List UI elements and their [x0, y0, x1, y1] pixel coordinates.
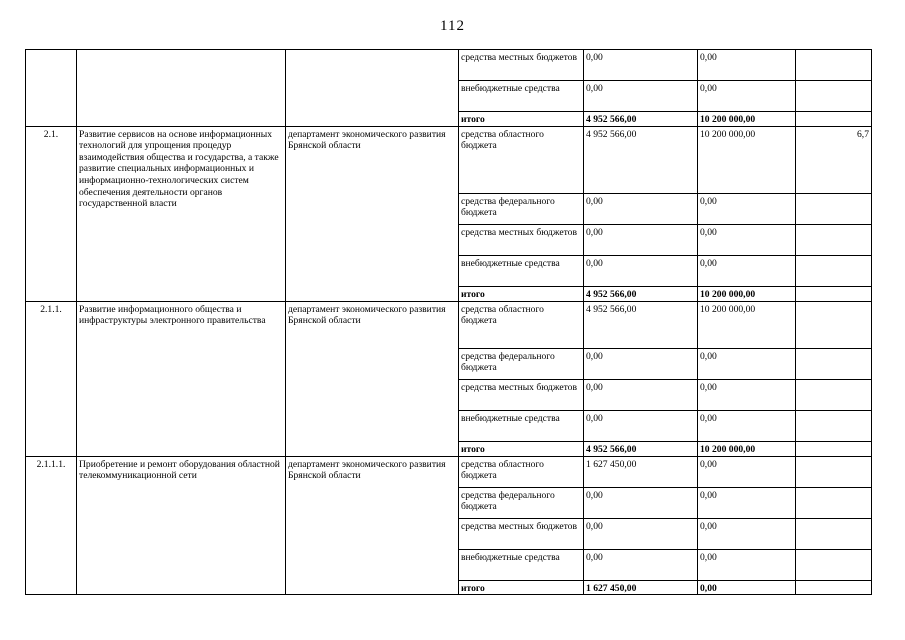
funding-source: средства федерального бюджета: [459, 348, 584, 379]
item-number: 2.1.: [26, 126, 77, 301]
percent-cell: [796, 301, 872, 348]
percent-cell: [796, 193, 872, 224]
table-row: [26, 301, 872, 348]
amount-col-1: 0,00: [584, 193, 698, 224]
funding-source: внебюджетные средства: [459, 410, 584, 441]
item-number: 2.1.1.: [26, 301, 77, 456]
funding-source: внебюджетные средства: [459, 255, 584, 286]
amount-col-1: 0,00: [584, 518, 698, 549]
amount-col-1: 0,00: [584, 255, 698, 286]
funding-source: средства местных бюджетов: [459, 224, 584, 255]
percent-cell: [796, 487, 872, 518]
funding-source: средства областного бюджета: [459, 301, 584, 348]
item-number: [26, 50, 77, 127]
amount-col-2: 0,00: [698, 549, 796, 580]
percent-cell: 6,7: [796, 126, 872, 193]
amount-col-1: 4 952 566,00: [584, 286, 698, 301]
percent-cell: [796, 518, 872, 549]
percent-cell: [796, 81, 872, 112]
funding-source: итого: [459, 580, 584, 595]
funding-source: итого: [459, 441, 584, 456]
amount-col-2: 10 200 000,00: [698, 286, 796, 301]
amount-col-2: 0,00: [698, 518, 796, 549]
percent-cell: [796, 348, 872, 379]
amount-col-1: 0,00: [584, 81, 698, 112]
item-name: Приобретение и ремонт оборудования областной телекоммуникационной сети: [77, 456, 286, 595]
amount-col-2: 0,00: [698, 410, 796, 441]
amount-col-2: 10 200 000,00: [698, 301, 796, 348]
amount-col-2: 10 200 000,00: [698, 126, 796, 193]
percent-cell: [796, 255, 872, 286]
percent-cell: [796, 580, 872, 595]
amount-col-2: 0,00: [698, 580, 796, 595]
funding-source: внебюджетные средства: [459, 81, 584, 112]
percent-cell: [796, 410, 872, 441]
percent-cell: [796, 50, 872, 81]
funding-source: средства областного бюджета: [459, 456, 584, 487]
funding-source: итого: [459, 112, 584, 127]
percent-cell: [796, 224, 872, 255]
amount-col-2: 0,00: [698, 379, 796, 410]
item-executor: [286, 50, 459, 127]
amount-col-1: 0,00: [584, 224, 698, 255]
funding-source: средства местных бюджетов: [459, 379, 584, 410]
funding-source: средства федерального бюджета: [459, 487, 584, 518]
amount-col-2: 0,00: [698, 193, 796, 224]
percent-cell: [796, 441, 872, 456]
amount-col-1: 0,00: [584, 410, 698, 441]
funding-source: итого: [459, 286, 584, 301]
amount-col-1: 4 952 566,00: [584, 112, 698, 127]
page-number: 112: [440, 18, 465, 34]
amount-col-2: 0,00: [698, 50, 796, 81]
amount-col-1: 0,00: [584, 487, 698, 518]
amount-col-2: 0,00: [698, 487, 796, 518]
percent-cell: [796, 379, 872, 410]
item-name: Развитие сервисов на основе информационных технологий для упрощения процедур взаимодействия общества и государства, а также развитие специальных информационных и информационно-технологических систем обеспечения деятельности органов государственной власти: [77, 126, 286, 301]
amount-col-1: 0,00: [584, 549, 698, 580]
budget-table: [25, 49, 872, 595]
percent-cell: [796, 549, 872, 580]
amount-col-1: 0,00: [584, 50, 698, 81]
funding-source: внебюджетные средства: [459, 549, 584, 580]
amount-col-2: 10 200 000,00: [698, 441, 796, 456]
item-executor: департамент экономического развития Брянской области: [286, 456, 459, 595]
funding-source: средства федерального бюджета: [459, 193, 584, 224]
amount-col-1: 4 952 566,00: [584, 126, 698, 193]
table-row: [26, 126, 872, 193]
item-number: 2.1.1.1.: [26, 456, 77, 595]
table-row: [26, 50, 872, 81]
table-row: [26, 456, 872, 487]
amount-col-1: 1 627 450,00: [584, 456, 698, 487]
amount-col-2: 0,00: [698, 81, 796, 112]
amount-col-1: 0,00: [584, 379, 698, 410]
amount-col-2: 10 200 000,00: [698, 112, 796, 127]
amount-col-2: 0,00: [698, 348, 796, 379]
amount-col-1: 0,00: [584, 348, 698, 379]
item-executor: департамент экономического развития Брянской области: [286, 301, 459, 456]
percent-cell: [796, 456, 872, 487]
item-name: Развитие информационного общества и инфраструктуры электронного правительства: [77, 301, 286, 456]
amount-col-2: 0,00: [698, 224, 796, 255]
amount-col-1: 1 627 450,00: [584, 580, 698, 595]
amount-col-2: 0,00: [698, 456, 796, 487]
percent-cell: [796, 286, 872, 301]
percent-cell: [796, 112, 872, 127]
funding-source: средства местных бюджетов: [459, 518, 584, 549]
funding-source: средства областного бюджета: [459, 126, 584, 193]
amount-col-1: 4 952 566,00: [584, 441, 698, 456]
funding-source: средства местных бюджетов: [459, 50, 584, 81]
item-name: [77, 50, 286, 127]
amount-col-1: 4 952 566,00: [584, 301, 698, 348]
item-executor: департамент экономического развития Брянской области: [286, 126, 459, 301]
amount-col-2: 0,00: [698, 255, 796, 286]
